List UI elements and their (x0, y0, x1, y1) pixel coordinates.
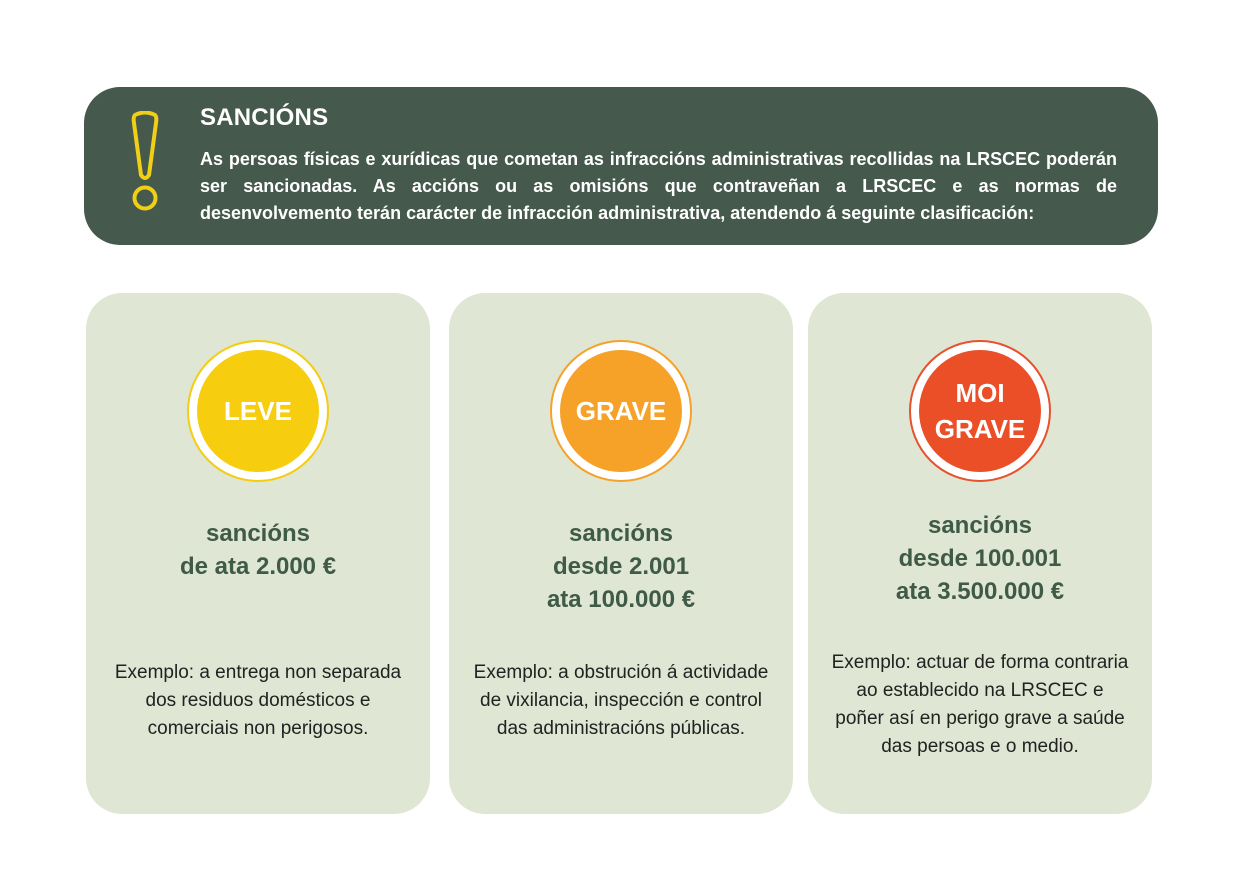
badge-moi-grave (909, 340, 1051, 482)
badge-label: MOI GRAVE (919, 350, 1041, 472)
example-text: Exemplo: actuar de forma contraria ao establecido na LRSCEC e poñer así en perigo grave a saúde das persoas e o medio. (831, 652, 1129, 757)
badge-label: LEVE (197, 350, 319, 472)
example-text: Exemplo: a entrega non separada dos residuos domésticos e comerciais non perigosos. (114, 662, 402, 739)
amount-line: desde 100.001 (898, 545, 1062, 572)
card-moi-grave (808, 293, 1152, 814)
amount-line: ata 100.000 € (546, 586, 696, 613)
badge-grave (550, 340, 692, 482)
amount-line: de ata 2.000 € (179, 553, 337, 580)
example-text: Exemplo: a obstrución á actividade de vixilancia, inspección e control das administracións públicas. (473, 662, 769, 739)
badge-label: GRAVE (560, 350, 682, 472)
banner-text: As persoas físicas e xurídicas que cometan as infraccións administrativas recollidas na LRSCEC poderán ser sancionadas. As accións ou as omisións que contraveñan a LRSCEC e as normas de desenvolvemento terán carácter de infracción administrativa, atendendo á seguinte clasificación: (200, 149, 1117, 223)
sanction-amount (449, 517, 793, 616)
amount-line: sancións (568, 520, 674, 547)
banner-title: SANCIÓNS (200, 104, 329, 131)
exclamation-icon (125, 111, 165, 215)
amount-line: ata 3.500.000 € (895, 578, 1065, 605)
badge-leve (187, 340, 329, 482)
card-grave (449, 293, 793, 814)
card-leve (86, 293, 430, 814)
amount-line: sancións (205, 520, 311, 547)
sanction-amount (86, 517, 430, 583)
amount-line: desde 2.001 (552, 553, 690, 580)
sanction-amount (808, 509, 1152, 608)
amount-line: sancións (927, 512, 1033, 539)
